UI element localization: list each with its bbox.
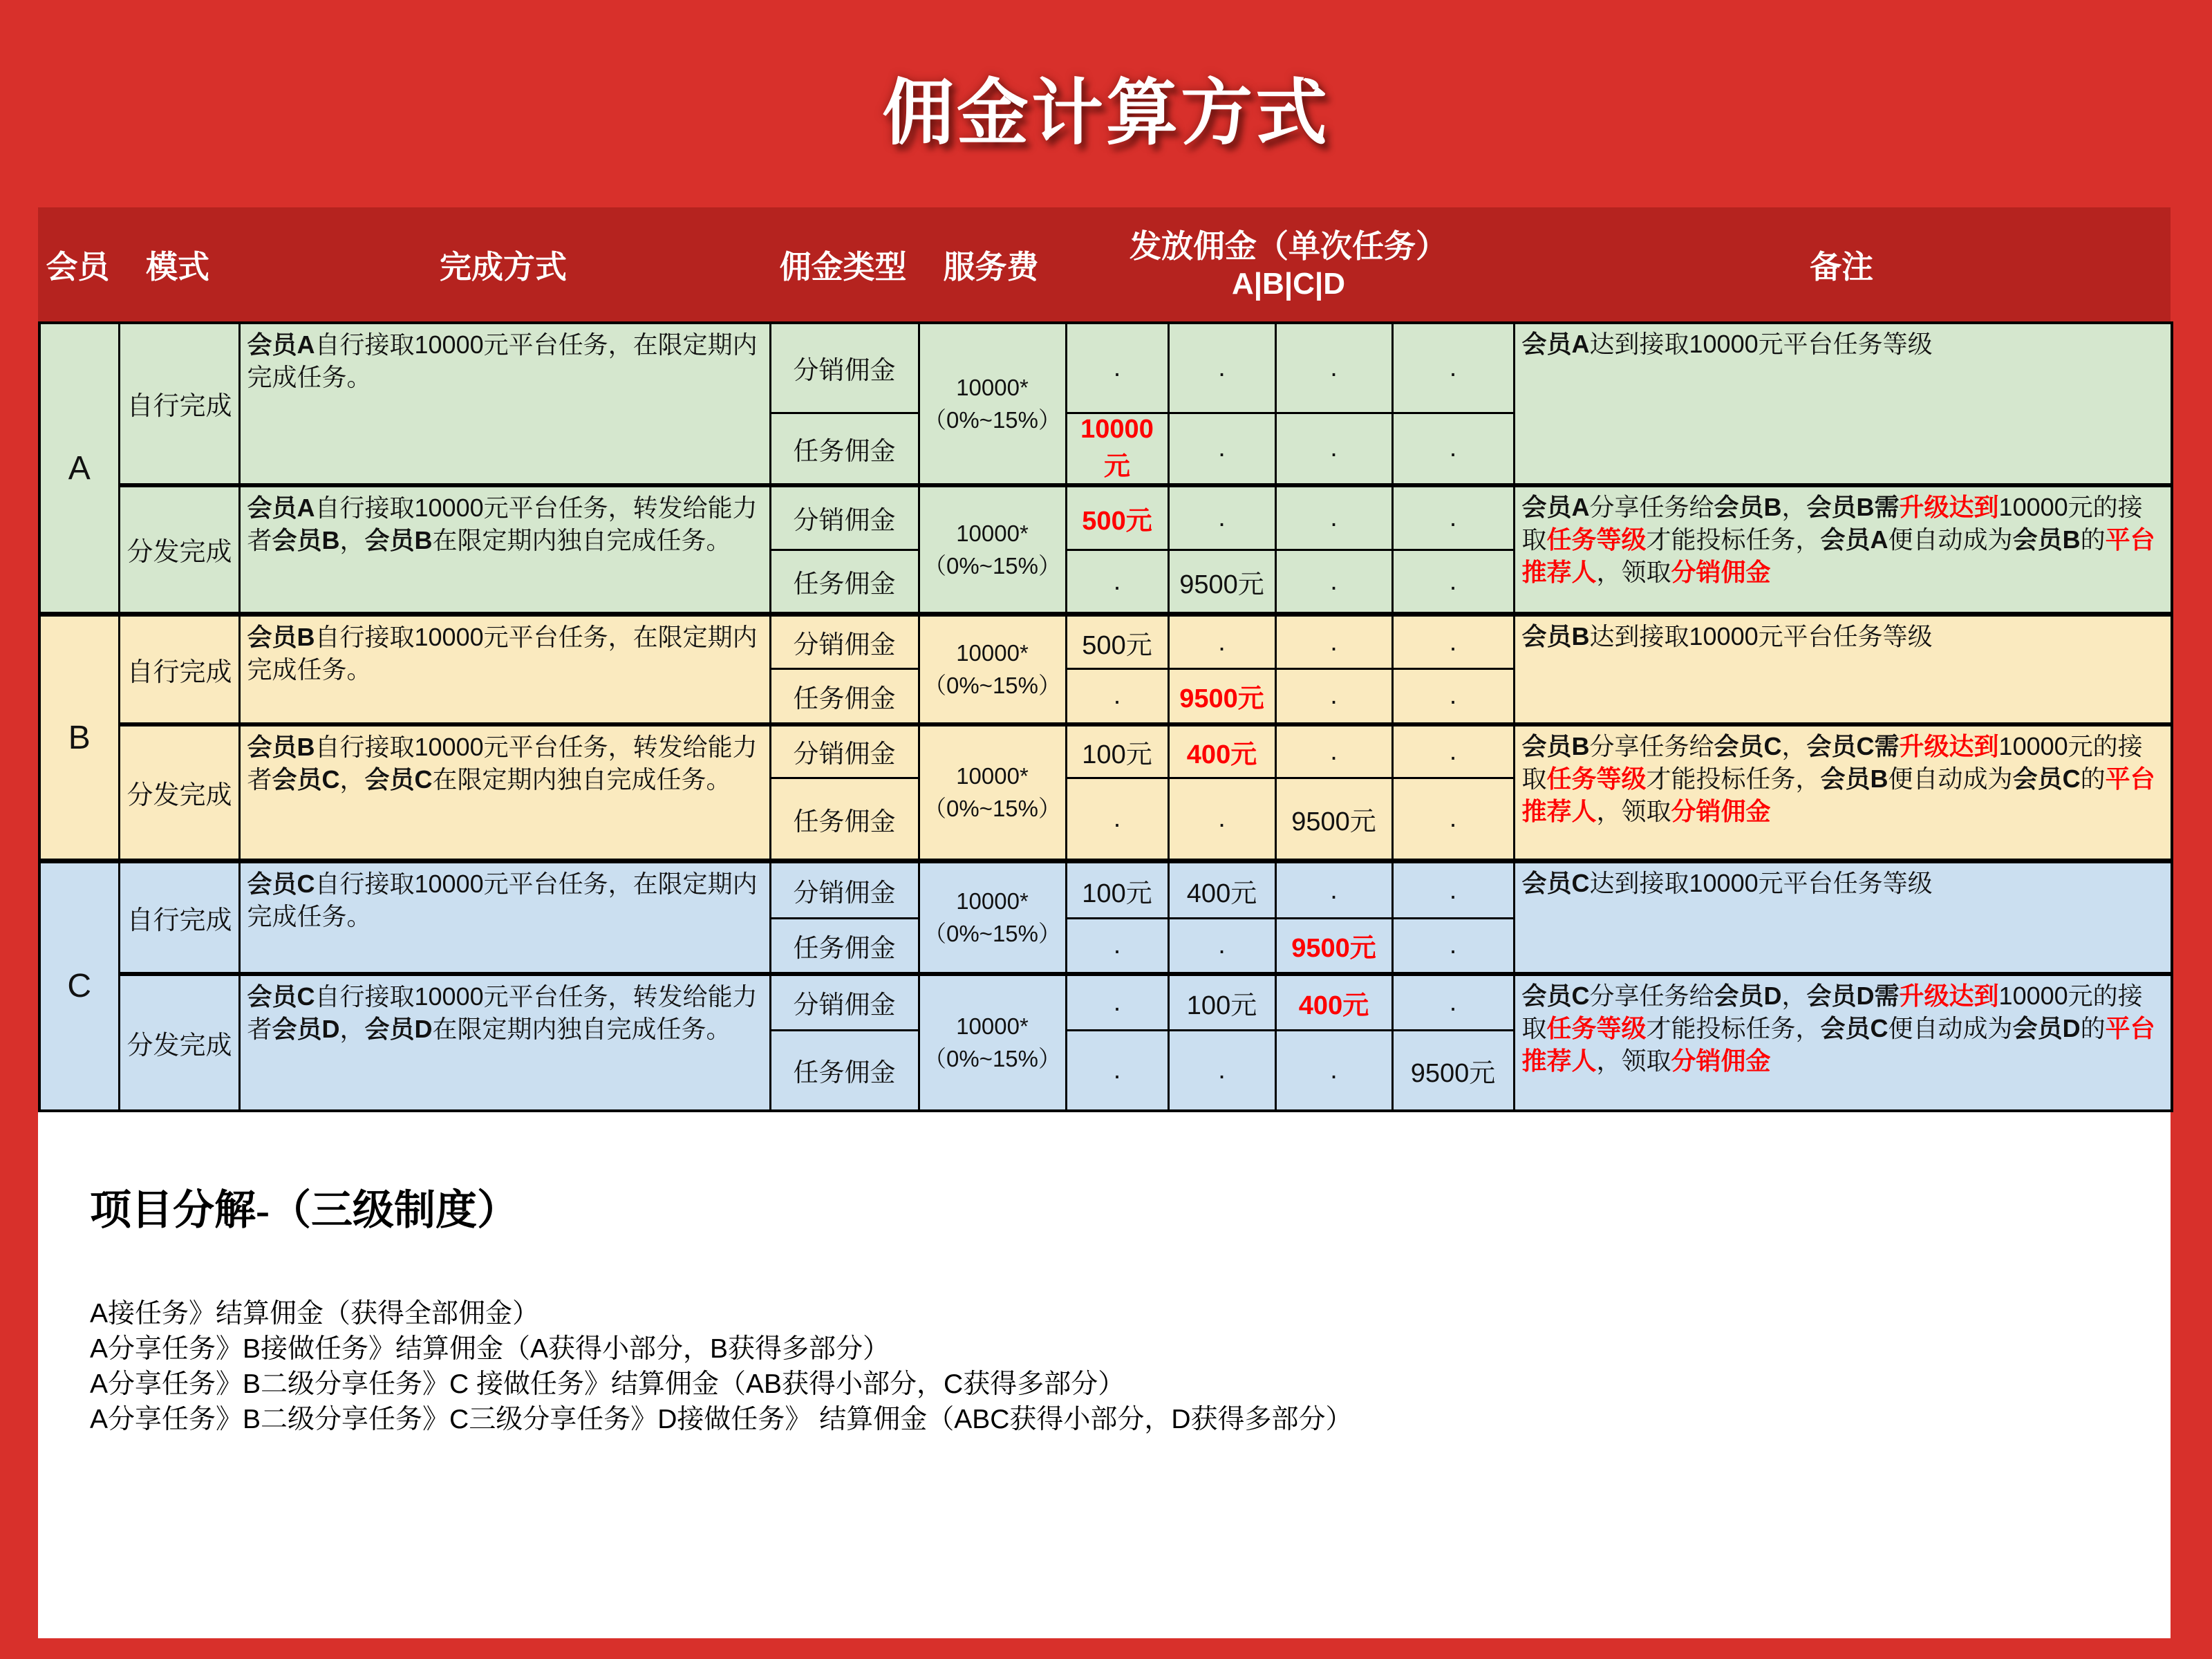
header-payout: [1065, 227, 1512, 303]
payout-cell-b: .: [1168, 778, 1275, 861]
remark-cell: 会员C达到接取10000元平台任务等级: [1514, 861, 2172, 974]
commission-table: [38, 321, 2173, 1112]
payout-cell-b: 9500元: [1168, 669, 1275, 724]
payout-cell-b: .: [1168, 485, 1275, 550]
remark-cell: 会员A达到接取10000元平台任务等级: [1514, 323, 2172, 485]
payout-cell-a: .: [1066, 1031, 1168, 1111]
commission-type-cell: 任务佣金: [770, 1031, 919, 1111]
payout-cell-d: .: [1392, 550, 1514, 615]
payout-cell-b: 400元: [1168, 724, 1275, 778]
task-desc-cell: 会员A自行接取10000元平台任务，转发给能力者会员B，会员B在限定期内独自完成任务。: [239, 485, 770, 615]
payout-cell-b: .: [1168, 919, 1275, 974]
table-row: [39, 724, 2172, 778]
member-cell: C: [39, 861, 119, 1111]
commission-type-cell: 分销佣金: [770, 724, 919, 778]
task-desc-cell: 会员A自行接取10000元平台任务，在限定期内完成任务。: [239, 323, 770, 485]
payout-cell-c: .: [1275, 861, 1392, 919]
payout-cell-c: .: [1275, 550, 1392, 615]
commission-type-cell: 分销佣金: [770, 974, 919, 1031]
service-fee-cell: 10000* （0%~15%）: [919, 615, 1066, 724]
payout-cell-d: .: [1392, 485, 1514, 550]
payout-cell-d: .: [1392, 974, 1514, 1031]
payout-cell-c: .: [1275, 615, 1392, 669]
payout-cell-b: .: [1168, 413, 1275, 485]
payout-cell-b: .: [1168, 615, 1275, 669]
footer-panel: [38, 1089, 2171, 1638]
payout-cell-a: .: [1066, 669, 1168, 724]
payout-cell-a: .: [1066, 323, 1168, 413]
payout-cell-d: .: [1392, 669, 1514, 724]
service-fee-cell: 10000* （0%~15%）: [919, 974, 1066, 1111]
header-payout-main: 发放佣金（单次任务）: [1130, 227, 1447, 264]
payout-cell-d: .: [1392, 323, 1514, 413]
mode-cell: 分发完成: [119, 485, 239, 615]
table-row: [39, 615, 2172, 669]
payout-cell-b: .: [1168, 1031, 1275, 1111]
payout-cell-b: 400元: [1168, 861, 1275, 919]
payout-cell-d: .: [1392, 861, 1514, 919]
payout-cell-b: 9500元: [1168, 550, 1275, 615]
payout-cell-a: 500元: [1066, 485, 1168, 550]
commission-type-cell: 任务佣金: [770, 778, 919, 861]
header-mode: 模式: [146, 248, 209, 285]
commission-type-cell: 分销佣金: [770, 861, 919, 919]
commission-type-cell: 分销佣金: [770, 485, 919, 550]
payout-cell-c: .: [1275, 1031, 1392, 1111]
header-member: 会员: [46, 248, 110, 285]
remark-cell: 会员B分享任务给会员C，会员C需升级达到10000元的接取任务等级才能投标任务，会员B便自动成为会员C的平台推荐人，领取分销佣金: [1514, 724, 2172, 861]
remark-cell: 会员A分享任务给会员B，会员B需升级达到10000元的接取任务等级才能投标任务，会员A便自动成为会员B的平台推荐人，领取分销佣金: [1514, 485, 2172, 615]
payout-cell-a: .: [1066, 974, 1168, 1031]
mode-cell: 分发完成: [119, 724, 239, 861]
commission-type-cell: 分销佣金: [770, 323, 919, 413]
commission-type-cell: 任务佣金: [770, 669, 919, 724]
payout-cell-c: 9500元: [1275, 778, 1392, 861]
footer-line: A分享任务》B二级分享任务》C三级分享任务》D接做任务》 结算佣金（ABC获得小部分，D获得多部分）: [90, 1405, 1353, 1434]
header-service-fee: 服务费: [943, 248, 1039, 285]
footer-heading: 项目分解-（三级制度）: [90, 1188, 518, 1233]
payout-cell-b: .: [1168, 323, 1275, 413]
header-method: 完成方式: [440, 248, 567, 285]
service-fee-cell: 10000* （0%~15%）: [919, 724, 1066, 861]
footer-line: A分享任务》B二级分享任务》C 接做任务》结算佣金（AB获得小部分，C获得多部分）: [90, 1369, 1125, 1399]
remark-cell: 会员C分享任务给会员D，会员D需升级达到10000元的接取任务等级才能投标任务，会员C便自动成为会员D的平台推荐人，领取分销佣金: [1514, 974, 2172, 1111]
payout-cell-a: .: [1066, 778, 1168, 861]
task-desc-cell: 会员C自行接取10000元平台任务，在限定期内完成任务。: [239, 861, 770, 974]
payout-cell-c: 9500元: [1275, 919, 1392, 974]
remark-cell: 会员B达到接取10000元平台任务等级: [1514, 615, 2172, 724]
header-remark: 备注: [1810, 248, 1873, 285]
payout-cell-d: .: [1392, 919, 1514, 974]
page-title: 佣金计算方式: [881, 74, 1330, 153]
payout-cell-d: 9500元: [1392, 1031, 1514, 1111]
footer-line: A分享任务》B接做任务》结算佣金（A获得小部分，B获得多部分）: [90, 1334, 890, 1364]
member-cell: A: [39, 323, 119, 615]
table-row: [39, 974, 2172, 1031]
payout-cell-a: .: [1066, 550, 1168, 615]
payout-cell-a: 500元: [1066, 615, 1168, 669]
commission-type-cell: 分销佣金: [770, 615, 919, 669]
payout-cell-c: .: [1275, 669, 1392, 724]
payout-cell-c: .: [1275, 413, 1392, 485]
commission-type-cell: 任务佣金: [770, 413, 919, 485]
mode-cell: 自行完成: [119, 323, 239, 485]
table-header-row: [38, 207, 2171, 321]
mode-cell: 自行完成: [119, 615, 239, 724]
service-fee-cell: 10000* （0%~15%）: [919, 485, 1066, 615]
service-fee-cell: 10000* （0%~15%）: [919, 323, 1066, 485]
payout-cell-a: 100元: [1066, 724, 1168, 778]
task-desc-cell: 会员C自行接取10000元平台任务，转发给能力者会员D，会员D在限定期内独自完成任务。: [239, 974, 770, 1111]
commission-type-cell: 任务佣金: [770, 919, 919, 974]
payout-cell-b: 100元: [1168, 974, 1275, 1031]
payout-cell-a: 100元: [1066, 861, 1168, 919]
payout-cell-c: .: [1275, 323, 1392, 413]
task-desc-cell: 会员B自行接取10000元平台任务，转发给能力者会员C，会员C在限定期内独自完成任务。: [239, 724, 770, 861]
payout-cell-d: .: [1392, 724, 1514, 778]
payout-cell-a: .: [1066, 919, 1168, 974]
service-fee-cell: 10000* （0%~15%）: [919, 861, 1066, 974]
header-payout-sub: A|B|C|D: [1231, 266, 1346, 301]
payout-cell-d: .: [1392, 615, 1514, 669]
payout-cell-c: .: [1275, 724, 1392, 778]
payout-cell-c: .: [1275, 485, 1392, 550]
table-row: [39, 323, 2172, 413]
header-commission-type: 佣金类型: [779, 248, 907, 285]
table-row: [39, 485, 2172, 550]
payout-cell-a: 10000元: [1066, 413, 1168, 485]
table-row: [39, 861, 2172, 919]
payout-cell-c: 400元: [1275, 974, 1392, 1031]
commission-type-cell: 任务佣金: [770, 550, 919, 615]
footer-line: A接任务》结算佣金（获得全部佣金）: [90, 1299, 540, 1329]
task-desc-cell: 会员B自行接取10000元平台任务，在限定期内完成任务。: [239, 615, 770, 724]
member-cell: B: [39, 615, 119, 861]
mode-cell: 自行完成: [119, 861, 239, 974]
payout-cell-d: .: [1392, 413, 1514, 485]
mode-cell: 分发完成: [119, 974, 239, 1111]
payout-cell-d: .: [1392, 778, 1514, 861]
